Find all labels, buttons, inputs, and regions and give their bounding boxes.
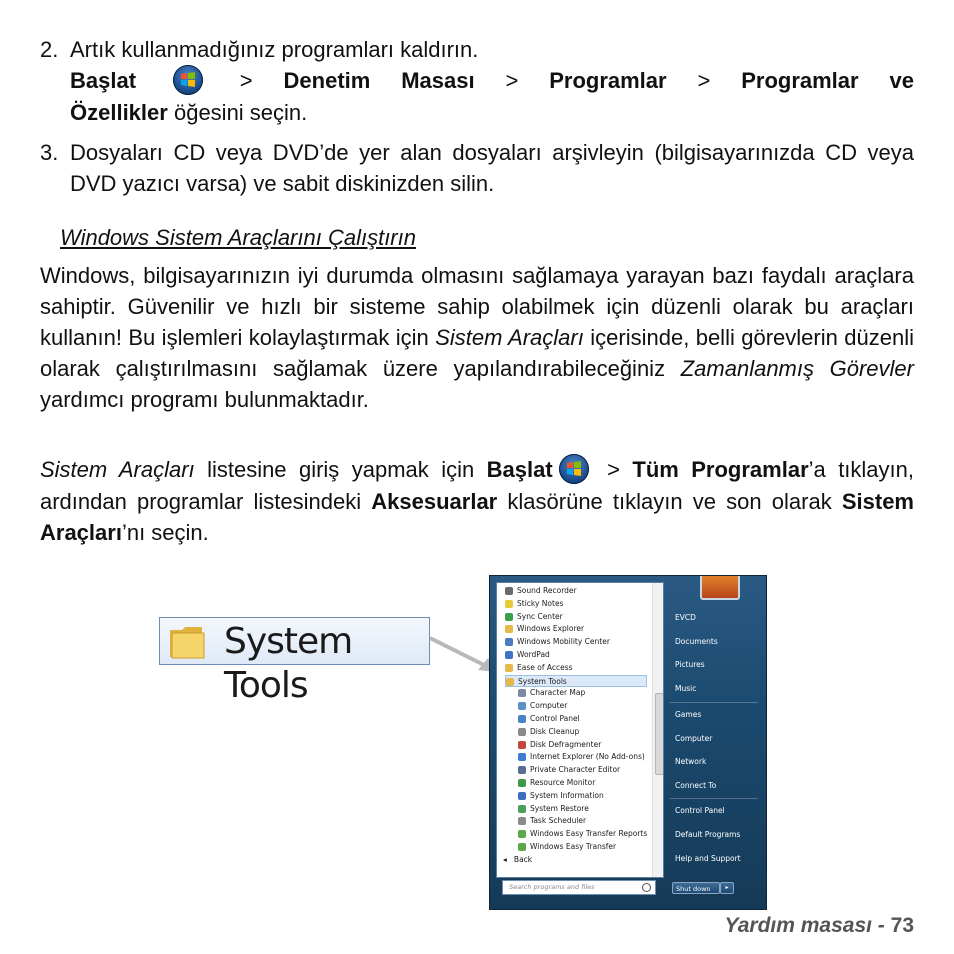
right-pane-item[interactable]: Pictures (675, 660, 705, 669)
system-tools-zoom-callout (159, 617, 430, 706)
paragraph-1 (40, 260, 914, 415)
path-programlar-ve: Programlar ve (741, 68, 914, 93)
list-item-2 (40, 34, 914, 128)
path-denetim-masasi: Denetim Masası (283, 68, 475, 93)
search-input[interactable] (502, 880, 656, 895)
program-item[interactable] (518, 803, 647, 815)
folder-icon (505, 664, 513, 672)
text-run-bold: Başlat (486, 457, 553, 482)
restore-icon (518, 805, 526, 813)
ie-icon (518, 753, 526, 761)
text-run: yardımcı programı bulunmaktadır. (40, 387, 369, 412)
info-icon (518, 792, 526, 800)
program-item[interactable] (518, 739, 647, 751)
resource-monitor-icon (518, 779, 526, 787)
item-text: Dosyaları CD veya DVD’de yer alan dosyaları arşivleyin (bilgisayarınızda CD veya DVD yazıcı varsa) ve sabit diskinizden silin. (70, 140, 914, 196)
path-programlar: Programlar (549, 68, 667, 93)
text-run: listesine giriş yapmak için (194, 457, 487, 482)
item-number: 2. (40, 37, 59, 62)
program-label: Resource Monitor (530, 778, 596, 787)
separator (670, 702, 758, 703)
item-path-cont (70, 97, 914, 128)
back-label: Back (513, 855, 533, 864)
item-path (70, 65, 914, 97)
text-run-bold: Tüm Programlar (632, 457, 809, 482)
right-pane-item[interactable]: Network (675, 757, 707, 766)
sticky-note-icon (505, 600, 513, 608)
program-label: System Restore (530, 803, 589, 813)
right-pane-item[interactable]: Connect To (675, 781, 717, 790)
folder-icon (168, 624, 206, 660)
text-run: ’a tıklayın, ardından programlar listesindeki (40, 457, 914, 515)
program-item[interactable] (518, 764, 647, 776)
text-run-bold: Sistem Araçları (40, 489, 914, 546)
path-separator: > (239, 68, 253, 93)
program-item[interactable] (505, 675, 647, 687)
text-run: ’nı seçin. (121, 520, 209, 546)
program-label: Computer (530, 701, 568, 711)
program-label: Character Map (530, 688, 586, 698)
back-button[interactable]: ◂ Back (503, 855, 533, 864)
program-item[interactable] (505, 649, 647, 661)
program-label: Disk Defragmenter (530, 739, 602, 749)
program-label: Windows Explorer (517, 624, 585, 634)
text-run-italic: Zamanlanmış Görevler (680, 356, 914, 381)
right-pane-item[interactable]: Default Programs (675, 830, 741, 839)
program-label: Control Panel (530, 714, 580, 723)
transfer-icon (518, 830, 526, 838)
clock-icon (518, 817, 526, 825)
system-tools-label: System Tools (224, 621, 353, 706)
list-item-3 (40, 137, 914, 199)
path-separator: > (697, 68, 711, 93)
text-run-italic: Sistem Araçları (435, 325, 584, 350)
text-run: içerisinde, belli görevlerin düzenli olarak çalıştırılmasını sağlamak üzere yapılandırabileceğiniz (40, 325, 914, 381)
right-pane-item[interactable]: Help and Support (675, 854, 741, 863)
program-item[interactable] (518, 841, 647, 853)
shutdown-options-arrow-icon[interactable]: ▸ (720, 882, 734, 894)
program-item[interactable] (505, 585, 647, 597)
mobility-icon (505, 638, 513, 646)
windows-start-orb-icon (173, 65, 203, 95)
program-label: Task Scheduler (530, 816, 587, 826)
item-text: Artık kullanmadığınız programları kaldırın. (70, 37, 479, 62)
folder-icon (506, 678, 514, 686)
transfer-icon (518, 843, 526, 851)
defrag-icon (518, 741, 526, 749)
section-heading: Windows Sistem Araçlarını Çalıştırın (60, 225, 416, 250)
path-separator: > (505, 68, 519, 93)
text-run-italic: Sistem Araçları (40, 457, 195, 482)
windows-start-orb-icon (559, 454, 589, 484)
microphone-icon (505, 587, 513, 595)
text-run-bold: Aksesuarlar (371, 489, 498, 515)
program-item[interactable] (505, 636, 647, 648)
program-item[interactable] (518, 713, 647, 725)
wordpad-icon (505, 651, 513, 659)
program-item[interactable] (518, 751, 647, 763)
program-label: WordPad (517, 650, 550, 659)
program-item[interactable] (518, 687, 647, 699)
start-menu-screenshot (489, 575, 767, 910)
page-number: 73 (890, 914, 914, 937)
program-item[interactable] (505, 611, 647, 623)
right-pane-item[interactable]: Games (675, 710, 702, 719)
program-item[interactable] (518, 777, 647, 789)
text-run: klasörüne tıklayın ve son olarak (497, 489, 842, 515)
program-label: Private Character Editor (530, 765, 621, 775)
character-map-icon (518, 689, 526, 697)
disk-cleanup-icon (518, 728, 526, 736)
program-item[interactable] (518, 726, 647, 738)
item-number: 3. (40, 140, 59, 165)
right-pane-item[interactable]: EVCD (675, 613, 696, 622)
text-run: > (594, 457, 633, 482)
program-item[interactable] (518, 828, 647, 840)
program-item[interactable] (505, 598, 647, 610)
right-pane-item[interactable]: Control Panel (675, 806, 725, 815)
program-label: Disk Cleanup (530, 726, 580, 736)
program-label: Sync Center (517, 611, 563, 621)
path-ozellikler: Özellikler (70, 100, 168, 126)
program-label: System Tools (518, 676, 567, 686)
right-pane-item[interactable]: Documents (675, 637, 718, 646)
program-item[interactable] (505, 623, 647, 635)
program-item[interactable] (518, 790, 647, 802)
program-label: Sound Recorder (517, 586, 577, 595)
sync-icon (505, 613, 513, 621)
program-label: Internet Explorer (No Add-ons) (530, 752, 645, 762)
program-label: Windows Mobility Center (517, 637, 610, 647)
program-item[interactable] (518, 815, 647, 827)
path-suffix: öğesini seçin. (173, 100, 308, 126)
text-run: Windows, bilgisayarınızın iyi durumda olmasını sağlamaya yarayan bazı faydalı araçlara sahiptir. Güvenilir ve hızlı bir sisteme sahip olabilmek için düzenli olarak bu araçları kullanın! Bu işlemleri kolaylaştırmak için (40, 263, 914, 350)
shutdown-button[interactable]: Shut down (672, 882, 720, 894)
editor-icon (518, 766, 526, 774)
right-pane-item[interactable]: Music (675, 684, 697, 693)
control-panel-icon (518, 715, 526, 723)
scrollbar-thumb[interactable] (655, 693, 664, 775)
separator (670, 798, 758, 799)
right-pane-item[interactable]: Computer (675, 734, 713, 743)
search-icon[interactable] (642, 883, 651, 892)
path-start: Başlat (70, 68, 137, 93)
page-footer (724, 914, 914, 938)
program-label: System Information (530, 790, 604, 800)
program-label: Windows Easy Transfer Reports (530, 829, 648, 839)
paragraph-2 (40, 454, 914, 548)
program-label: Ease of Access (517, 662, 573, 672)
search-placeholder: Search programs and files (509, 883, 595, 891)
programs-list-pane (496, 582, 664, 878)
user-avatar[interactable] (700, 575, 740, 600)
program-item[interactable] (518, 700, 647, 712)
folder-icon (505, 625, 513, 633)
scrollbar[interactable] (652, 583, 664, 877)
program-label: Windows Easy Transfer (530, 842, 617, 851)
program-label: Sticky Notes (517, 598, 564, 608)
program-item[interactable] (505, 662, 647, 674)
footer-label: Yardım masası - (724, 914, 885, 937)
computer-icon (518, 702, 526, 710)
